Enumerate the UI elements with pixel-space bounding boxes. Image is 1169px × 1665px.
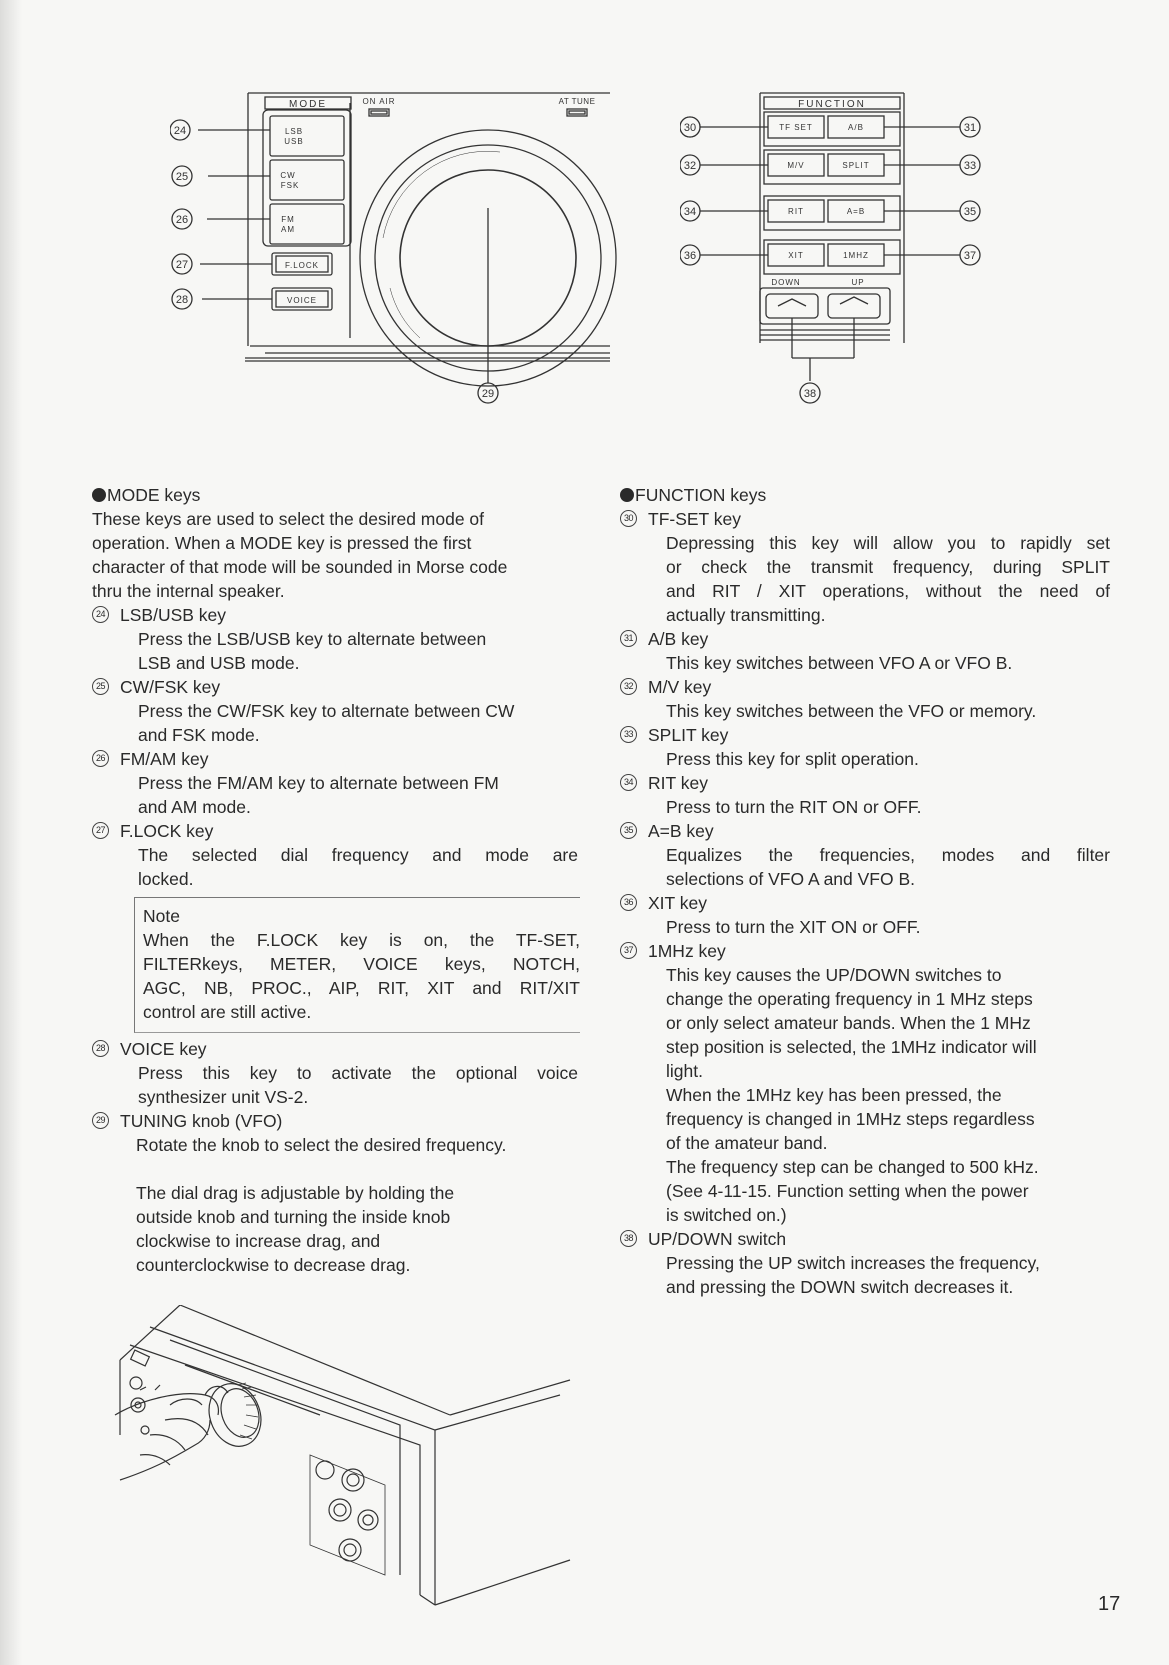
callout-27: 27 — [175, 259, 189, 271]
item-desc-line: This key switches between the VFO or memory. — [666, 701, 1037, 721]
item-desc-line: actually transmitting. — [666, 605, 826, 625]
note-title: Note — [143, 906, 180, 926]
item-title-37: 37 1MHz key — [620, 939, 1110, 963]
item-desc-line: (See 4-11-15. Function setting when the power — [666, 1181, 1029, 1201]
item-desc-line: selections of VFO A and VFO B. — [666, 869, 916, 889]
callout-38: 38 — [803, 388, 817, 400]
mode-key-2-line2: FSK — [280, 181, 300, 190]
fn-key-rit: RIT — [788, 207, 804, 216]
callout-35: 35 — [963, 206, 977, 218]
mode-intro-line: character of that mode will be sounded in Morse code — [92, 557, 508, 577]
fn-key-mv: M/V — [787, 161, 805, 170]
mode-panel-diagram — [170, 88, 620, 428]
item-desc-line: is switched on.) — [666, 1205, 787, 1225]
function-keys-heading: FUNCTION keys — [620, 483, 1110, 507]
item-desc-line: This key causes the UP/DOWN switches to — [666, 965, 1002, 985]
bullet-icon — [620, 488, 634, 502]
item-title-33: 33 SPLIT key — [620, 723, 1110, 747]
item-desc-line: Press the LSB/USB key to alternate between — [138, 629, 487, 649]
mode-intro-line: thru the internal speaker. — [92, 581, 285, 601]
note-line: control are still active. — [143, 1002, 312, 1022]
flock-key-label: F.LOCK — [284, 261, 320, 270]
item-number-badge: 24 — [92, 606, 109, 623]
callout-26: 26 — [175, 214, 189, 226]
item-title-28: 28 VOICE key — [92, 1037, 578, 1061]
item-title-24: 24 LSB/USB key — [92, 603, 578, 627]
at-tune-label: AT TUNE — [558, 97, 596, 106]
mode-key-1-line1: LSB — [284, 127, 304, 136]
item-desc-line: Press this key for split operation. — [666, 749, 919, 769]
item-desc-line: change the operating frequency in 1 MHz steps — [666, 989, 1033, 1009]
mode-key-1-line2: USB — [284, 137, 304, 146]
item-desc-line: and RIT / XIT operations, without the need of — [666, 581, 1110, 601]
fn-key-split: SPLIT — [842, 161, 870, 170]
up-label: UP — [851, 278, 865, 287]
function-header-label: FUNCTION — [798, 99, 866, 110]
callout-32: 32 — [683, 160, 697, 172]
item-title-32: 32 M/V key — [620, 675, 1110, 699]
note-box — [134, 897, 580, 1033]
item-desc-line: step position is selected, the 1MHz indicator will — [666, 1037, 1037, 1057]
mode-keys-section — [92, 483, 578, 1277]
callout-31: 31 — [963, 122, 977, 134]
item-number-badge: 30 — [620, 510, 637, 527]
drag-text-line: outside knob and turning the inside knob — [136, 1207, 451, 1227]
callout-29: 29 — [481, 388, 495, 400]
mode-header-label: MODE — [289, 99, 327, 110]
item-desc-line: This key switches between VFO A or VFO B. — [666, 653, 1013, 673]
callout-36: 36 — [683, 250, 697, 262]
item-number-badge: 25 — [92, 678, 109, 695]
voice-key-label: VOICE — [287, 296, 317, 305]
item-number-badge: 29 — [92, 1112, 109, 1129]
drag-text-line: counterclockwise to decrease drag. — [136, 1255, 411, 1275]
tuning-knob-illustration — [110, 1305, 580, 1610]
item-desc-line: Depressing this key will allow you to rapidly set — [666, 533, 1110, 553]
mode-intro-line: These keys are used to select the desired mode of — [92, 509, 485, 529]
item-title-35: 35 A=B key — [620, 819, 1110, 843]
drag-text-line: The dial drag is adjustable by holding the — [136, 1183, 455, 1203]
item-desc-line: Pressing the UP switch increases the frequency, — [666, 1253, 1040, 1273]
item-desc-line: Press to turn the RIT ON or OFF. — [666, 797, 922, 817]
callout-28: 28 — [175, 294, 189, 306]
item-title-36: 36 XIT key — [620, 891, 1110, 915]
item-desc-line: The frequency step can be changed to 500 kHz. — [666, 1157, 1039, 1177]
item-number-badge: 26 — [92, 750, 109, 767]
item-desc-line: frequency is changed in 1MHz steps regardless — [666, 1109, 1035, 1129]
item-title-31: 31 A/B key — [620, 627, 1110, 651]
item-title-30: 30 TF-SET key — [620, 507, 1110, 531]
item-number-badge: 32 — [620, 678, 637, 695]
drag-text-line: clockwise to increase drag, and — [136, 1231, 381, 1251]
callout-33: 33 — [963, 160, 977, 172]
fn-key-tfset: TF SET — [779, 123, 813, 132]
callout-30: 30 — [683, 122, 697, 134]
mode-intro-line: operation. When a MODE key is pressed the first — [92, 533, 472, 553]
note-line: When the F.LOCK key is on, the TF-SET, — [143, 930, 580, 950]
item-number-badge: 31 — [620, 630, 637, 647]
callout-24: 24 — [173, 125, 187, 137]
mode-key-2-line1: CW — [280, 171, 296, 180]
item-desc-line: or only select amateur bands. When the 1 MHz — [666, 1013, 1031, 1033]
item-desc-line: Equalizes the frequencies, modes and filter — [666, 845, 1110, 865]
page-number: 17 — [1098, 1593, 1121, 1615]
item-number-badge: 34 — [620, 774, 637, 791]
item-desc-line: When the 1MHz key has been pressed, the — [666, 1085, 1002, 1105]
fn-key-ab: A/B — [848, 123, 864, 132]
page-edge-shadow — [0, 0, 22, 1665]
down-label: DOWN — [771, 278, 801, 287]
item-desc-line: LSB and USB mode. — [138, 653, 300, 673]
item-desc-line: Press this key to activate the optional voice — [138, 1063, 578, 1083]
fn-key-aeqb: A=B — [846, 207, 866, 216]
item-number-badge: 38 — [620, 1230, 637, 1247]
item-desc-line: light. — [666, 1061, 703, 1081]
mode-key-3-line2: AM — [281, 225, 295, 234]
item-desc-line: Press to turn the XIT ON or OFF. — [666, 917, 921, 937]
item-title-38: 38 UP/DOWN switch — [620, 1227, 1110, 1251]
callout-25: 25 — [175, 171, 189, 183]
item-desc-line: Press the CW/FSK key to alternate between CW — [138, 701, 515, 721]
item-number-badge: 27 — [92, 822, 109, 839]
callout-37: 37 — [963, 250, 977, 262]
note-line: AGC, NB, PROC., AIP, RIT, XIT and RIT/XIT — [143, 978, 580, 998]
item-title-25: 25 CW/FSK key — [92, 675, 578, 699]
item-number-badge: 33 — [620, 726, 637, 743]
item-number-badge: 35 — [620, 822, 637, 839]
item-number-badge: 36 — [620, 894, 637, 911]
function-keys-section — [620, 483, 1110, 1299]
bullet-icon — [92, 488, 106, 502]
item-desc-line: and FSK mode. — [138, 725, 260, 745]
item-title-26: 26 FM/AM key — [92, 747, 578, 771]
item-title-34: 34 RIT key — [620, 771, 1110, 795]
item-desc-line: Press the FM/AM key to alternate between FM — [138, 773, 499, 793]
item-desc-line: synthesizer unit VS-2. — [138, 1087, 309, 1107]
item-desc-line: of the amateur band. — [666, 1133, 828, 1153]
item-number-badge: 37 — [620, 942, 637, 959]
note-line: FILTERkeys, METER, VOICE keys, NOTCH, — [143, 954, 580, 974]
item-number-badge: 28 — [92, 1040, 109, 1057]
callout-34: 34 — [683, 206, 697, 218]
function-panel-diagram — [680, 88, 990, 428]
item-desc-line: and AM mode. — [138, 797, 251, 817]
mode-keys-heading: MODE keys — [92, 483, 578, 507]
item-title-27: 27 F.LOCK key — [92, 819, 578, 843]
item-desc-line: Rotate the knob to select the desired frequency. — [136, 1135, 507, 1155]
mode-key-3-line1: FM — [281, 215, 295, 224]
fn-key-1mhz: 1MHZ — [843, 251, 869, 260]
item-desc-line: The selected dial frequency and mode are — [138, 845, 578, 865]
item-desc-line: or check the transmit frequency, during SPLIT — [666, 557, 1110, 577]
item-desc-line: and pressing the DOWN switch decreases it. — [666, 1277, 1014, 1297]
on-air-label: ON AIR — [362, 97, 396, 106]
item-title-29: 29 TUNING knob (VFO) — [92, 1109, 578, 1133]
fn-key-xit: XIT — [788, 251, 804, 260]
item-desc-line: locked. — [138, 869, 194, 889]
